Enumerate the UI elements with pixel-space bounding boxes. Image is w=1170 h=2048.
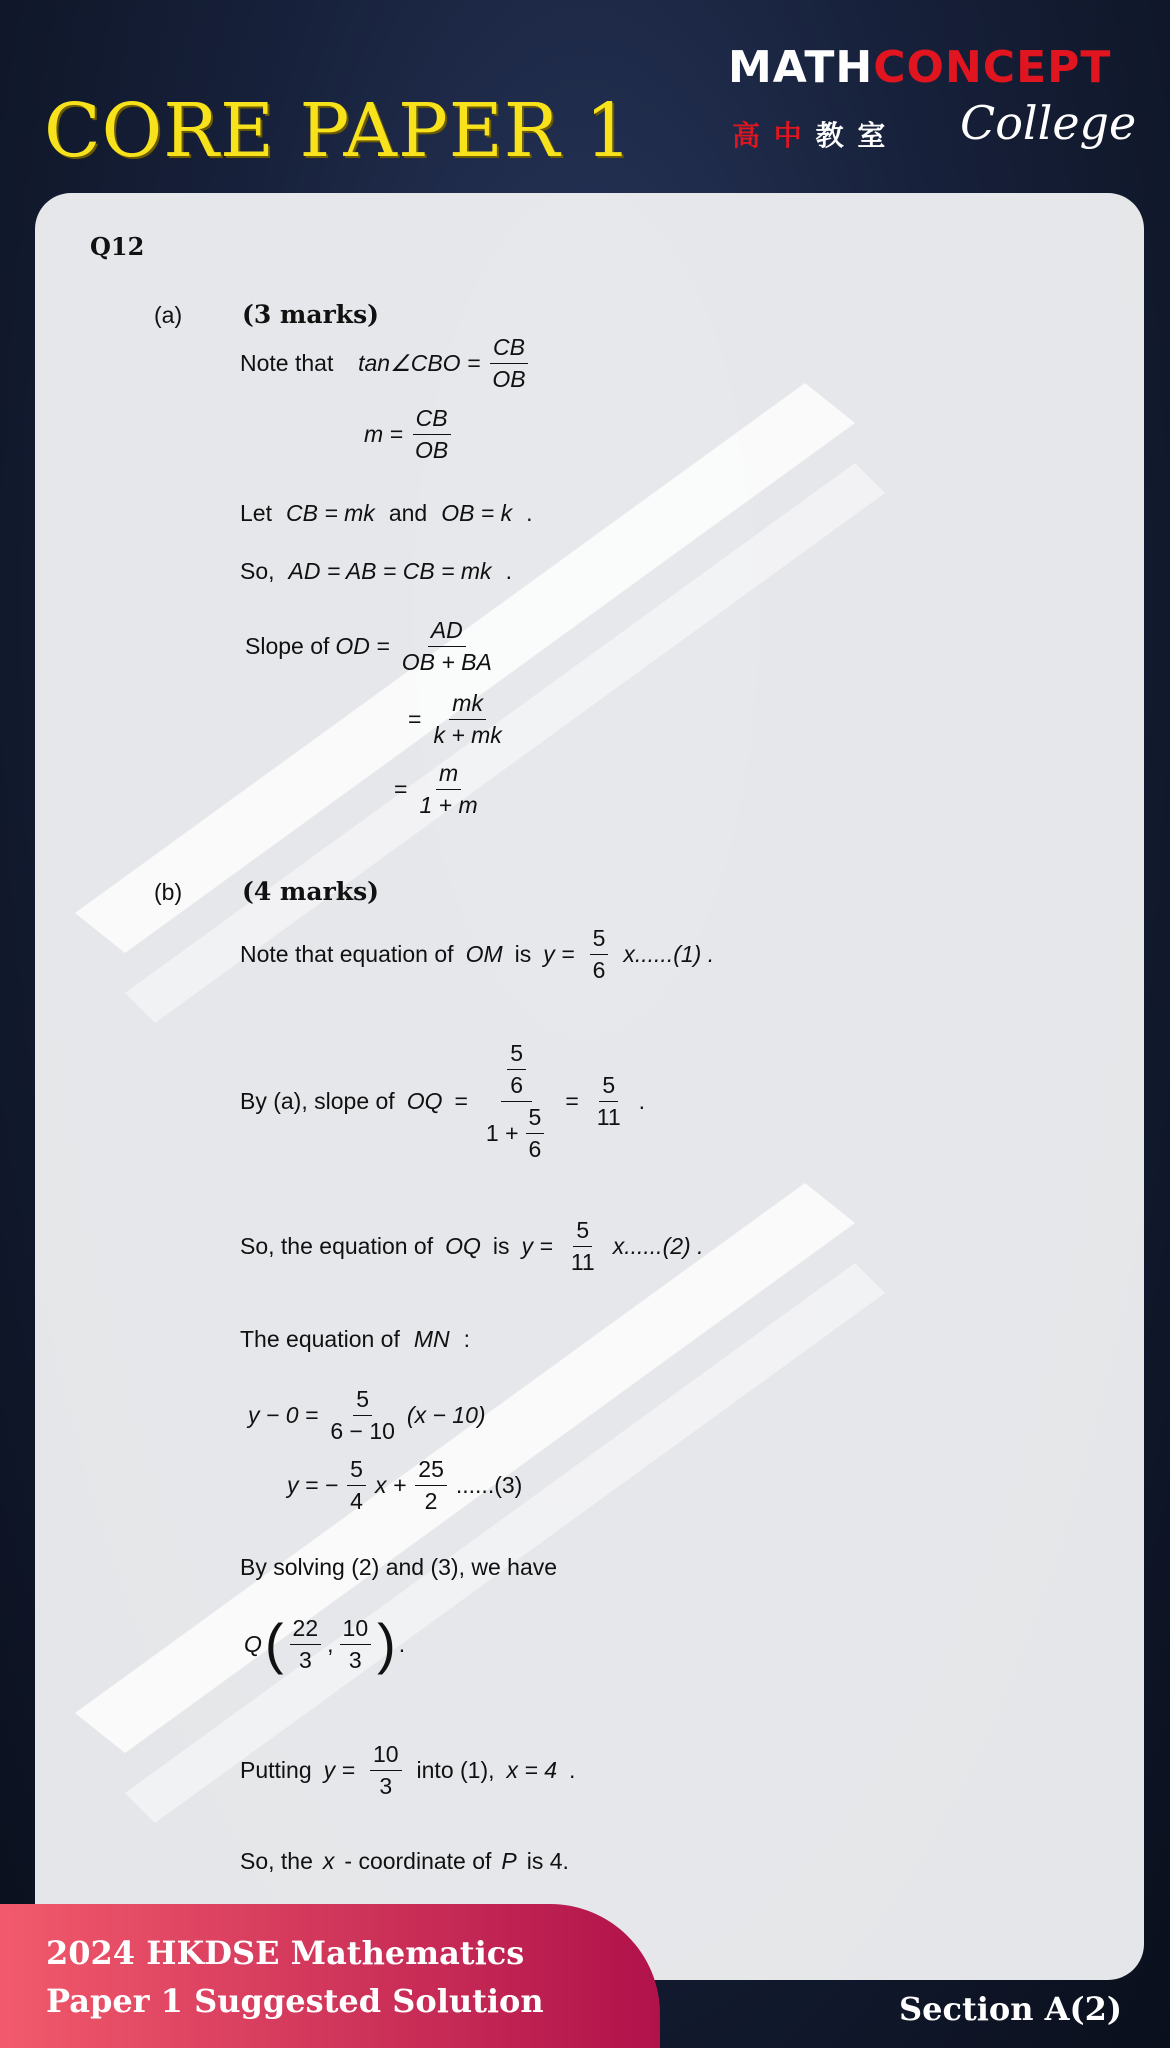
fraction bbox=[507, 1040, 526, 1099]
text: . bbox=[638, 1088, 646, 1114]
numerator: 5 bbox=[526, 1104, 545, 1134]
denominator: 6 − 10 bbox=[330, 1418, 395, 1444]
denominator: 3 bbox=[298, 1646, 312, 1673]
logo-math: MATH bbox=[728, 42, 874, 93]
expr: y = bbox=[323, 1757, 355, 1783]
part-a-label: (a) bbox=[154, 302, 183, 328]
expr: x + bbox=[374, 1472, 407, 1498]
fraction bbox=[416, 760, 480, 819]
denominator: 3 bbox=[348, 1646, 362, 1673]
mathconcept-logo bbox=[728, 42, 1137, 162]
math-line bbox=[240, 1217, 703, 1276]
expr: OD = bbox=[335, 633, 390, 659]
text: : bbox=[463, 1326, 471, 1352]
denominator: OB bbox=[492, 366, 526, 392]
expr: OB = k bbox=[441, 500, 513, 526]
compound-fraction bbox=[483, 1040, 550, 1163]
math-line bbox=[245, 617, 498, 676]
fraction bbox=[290, 1615, 322, 1674]
fraction bbox=[526, 1104, 545, 1163]
text: By (a), slope of bbox=[240, 1088, 395, 1114]
text: Note that bbox=[240, 350, 334, 376]
fraction bbox=[340, 1615, 372, 1674]
denominator: 3 bbox=[379, 1773, 393, 1799]
text: Putting bbox=[240, 1757, 312, 1783]
expr: CB = mk bbox=[285, 500, 375, 526]
math-line bbox=[287, 1456, 522, 1515]
denominator: 1 + m bbox=[419, 792, 478, 818]
numerator: 5 bbox=[599, 1072, 618, 1102]
text: is bbox=[492, 1233, 510, 1259]
logo-wordmark bbox=[728, 42, 1111, 93]
text: 1 + bbox=[485, 1120, 519, 1146]
expr: x......(2) . bbox=[612, 1233, 704, 1259]
expr: OQ bbox=[445, 1233, 481, 1259]
denominator: 2 bbox=[424, 1488, 438, 1514]
text: Note that equation of bbox=[240, 941, 454, 967]
part-b-label: (b) bbox=[154, 879, 183, 905]
fraction bbox=[327, 1386, 398, 1445]
math-line bbox=[240, 925, 714, 984]
footer-banner bbox=[0, 1904, 660, 2048]
section-label: Section A(2) bbox=[898, 1990, 1122, 2028]
math-line bbox=[240, 1741, 575, 1800]
denominator: 6 bbox=[592, 957, 606, 983]
denominator: 6 bbox=[510, 1072, 524, 1098]
compound-numerator bbox=[501, 1040, 532, 1102]
expr: (x − 10) bbox=[406, 1402, 486, 1428]
logo-chinese bbox=[732, 114, 888, 154]
text: So, bbox=[240, 558, 275, 584]
numerator: 5 bbox=[573, 1217, 592, 1247]
numerator: 5 bbox=[507, 1040, 526, 1070]
math-line bbox=[244, 1612, 405, 1676]
fraction bbox=[415, 1456, 447, 1515]
math-line: By solving (2) and (3), we have bbox=[240, 1554, 558, 1580]
denominator: 6 bbox=[528, 1136, 542, 1162]
left-paren: ( bbox=[264, 1612, 284, 1675]
text: Slope of bbox=[245, 633, 330, 659]
numerator: m bbox=[436, 760, 461, 790]
text: . bbox=[505, 558, 512, 584]
right-paren: ) bbox=[377, 1612, 396, 1675]
fraction bbox=[347, 1456, 366, 1515]
numerator: 25 bbox=[415, 1456, 447, 1486]
denominator: 11 bbox=[596, 1104, 621, 1130]
expr: AD = AB = CB = mk bbox=[288, 558, 492, 584]
text: ......(3) bbox=[455, 1472, 523, 1498]
fraction bbox=[412, 405, 451, 464]
text: is 4. bbox=[526, 1848, 569, 1874]
numerator: 10 bbox=[370, 1741, 402, 1771]
math-line bbox=[240, 1326, 470, 1353]
text: = bbox=[394, 776, 408, 802]
expr: tan∠CBO = bbox=[358, 350, 481, 376]
numerator: 10 bbox=[340, 1615, 372, 1645]
text: = bbox=[408, 706, 422, 732]
numerator: 5 bbox=[347, 1456, 366, 1486]
text: - coordinate of bbox=[344, 1848, 492, 1874]
expr: x......(1) . bbox=[623, 941, 715, 967]
expr: m = bbox=[364, 421, 403, 447]
text: and bbox=[388, 500, 428, 526]
fraction bbox=[489, 334, 528, 393]
text: Let bbox=[240, 500, 272, 526]
numerator: 5 bbox=[353, 1386, 372, 1416]
fraction bbox=[590, 925, 609, 984]
fraction bbox=[568, 1217, 598, 1276]
fraction bbox=[370, 1741, 402, 1800]
expr: x = 4 bbox=[506, 1757, 558, 1783]
text: So, the equation of bbox=[240, 1233, 434, 1259]
text: . bbox=[569, 1757, 576, 1783]
denominator: 4 bbox=[350, 1488, 363, 1514]
text: . bbox=[526, 500, 533, 526]
fraction bbox=[594, 1072, 624, 1131]
math-line bbox=[240, 334, 532, 393]
expr: y − 0 = bbox=[248, 1402, 319, 1428]
page-title: CORE PAPER 1 bbox=[44, 88, 634, 174]
text: The equation of bbox=[240, 1326, 400, 1352]
math-line bbox=[240, 1040, 645, 1163]
expr: Q bbox=[244, 1630, 262, 1657]
math-line bbox=[240, 500, 533, 527]
expr: y = − bbox=[287, 1472, 339, 1498]
question-number: Q12 bbox=[90, 232, 145, 261]
text: = bbox=[565, 1088, 579, 1114]
math-line bbox=[240, 558, 512, 585]
fraction bbox=[430, 690, 504, 749]
logo-concept: CONCEPT bbox=[873, 42, 1112, 93]
expr: x bbox=[322, 1848, 335, 1874]
text: = bbox=[454, 1088, 468, 1114]
denominator: OB bbox=[414, 437, 449, 463]
expr: y = bbox=[543, 941, 575, 967]
denominator: 11 bbox=[570, 1249, 595, 1275]
compound-denominator bbox=[483, 1102, 550, 1163]
part-a-marks: (3 marks) bbox=[242, 300, 379, 329]
numerator: AD bbox=[428, 617, 466, 647]
text: is bbox=[514, 941, 532, 967]
text: into (1), bbox=[416, 1757, 495, 1783]
expr: y = bbox=[521, 1233, 553, 1259]
numerator: mk bbox=[449, 690, 486, 720]
math-line bbox=[408, 690, 508, 749]
math-line bbox=[364, 405, 454, 464]
text: So, the bbox=[240, 1848, 313, 1874]
logo-cn-red: 高 中 bbox=[732, 120, 805, 151]
numerator: CB bbox=[490, 334, 528, 364]
text: . bbox=[398, 1630, 406, 1657]
footer-line1: 2024 HKDSE Mathematics bbox=[46, 1934, 525, 1972]
numerator: 5 bbox=[590, 925, 609, 955]
part-b-marks: (4 marks) bbox=[242, 877, 379, 906]
math-line bbox=[240, 1848, 569, 1875]
fraction bbox=[399, 617, 495, 676]
math-line bbox=[248, 1386, 486, 1445]
expr: MN bbox=[413, 1326, 450, 1352]
expr: P bbox=[501, 1848, 517, 1874]
logo-college: College bbox=[960, 96, 1137, 150]
numerator: 22 bbox=[290, 1615, 322, 1645]
expr: OM bbox=[465, 941, 503, 967]
expr: OQ bbox=[406, 1088, 443, 1114]
footer-line2: Paper 1 Suggested Solution bbox=[46, 1982, 544, 2020]
denominator: k + mk bbox=[433, 722, 502, 748]
text: , bbox=[327, 1630, 334, 1657]
logo-cn-white: 教 室 bbox=[815, 120, 889, 151]
numerator: CB bbox=[413, 405, 451, 435]
math-line bbox=[394, 760, 484, 819]
denominator: OB + BA bbox=[401, 649, 492, 675]
